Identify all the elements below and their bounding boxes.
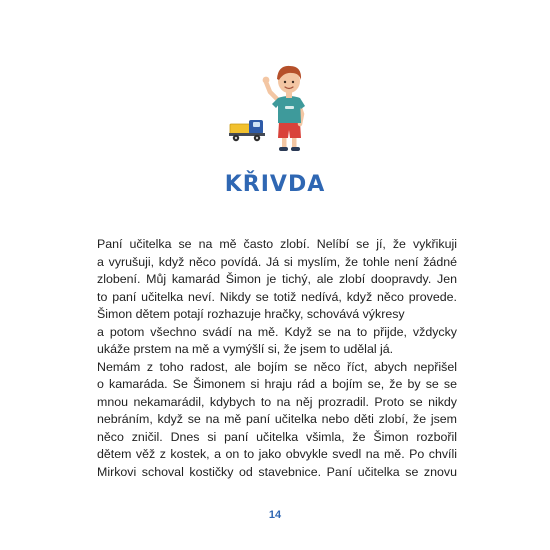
- text-line: dětem věž z kostek, a on to jako obvykle svedl na mě. Po chvíli: [97, 447, 457, 461]
- text-line: mnou nekamarádil, kdybych to na něj prozradil. Proto se nikdy: [97, 394, 457, 409]
- text-line: Šimon dětem potají rozhazuje hračky, schovává výkresy: [97, 307, 405, 321]
- chapter-title: KŘIVDA: [224, 172, 326, 197]
- toy-truck-icon: [229, 120, 265, 141]
- text-line: Nemám z toho radost, ale bojím se něco říct, abych nepřišel: [97, 359, 457, 374]
- text-line: o kamaráda. Se Šimonem si hraju rád a bojím se, že by se se: [97, 377, 457, 391]
- text-line: něco zničil. Dnes si paní učitelka všimla, že Šimon rozbořil: [97, 429, 457, 444]
- text-line: to paní učitelka neví. Nikdy se totiž nedívá, když něco provede.: [97, 289, 457, 304]
- text-line: ukáže prstem na mě a vymýšlí si, že jsem to udělal já.: [97, 342, 394, 356]
- text-line: zlobení. Můj kamarád Šimon je tichý, ale zlobí doopravdy. Jen: [97, 272, 457, 286]
- text-line: a potom všechno svádí na mě. Když se na to přijde, vždycky: [97, 324, 457, 339]
- text-line: a vyrušuji, když něco povídá. Já si myslím, že tohle není žádné: [97, 254, 457, 269]
- body-text: [97, 236, 457, 481]
- text-line: Mirkovi schoval kostičky od stavebnice. Paní učitelka se znovu: [97, 464, 457, 479]
- boy-with-toy-truck-icon: [226, 56, 316, 156]
- page-number: 14: [268, 509, 282, 521]
- boy-icon: [263, 66, 305, 151]
- text-line: Paní učitelka se na mě často zlobí. Nelíbí se jí, že vykřikuji: [97, 237, 457, 251]
- text-line: nebráním, když se na mě paní učitelka nebo děti zlobí, že jsem: [97, 412, 457, 426]
